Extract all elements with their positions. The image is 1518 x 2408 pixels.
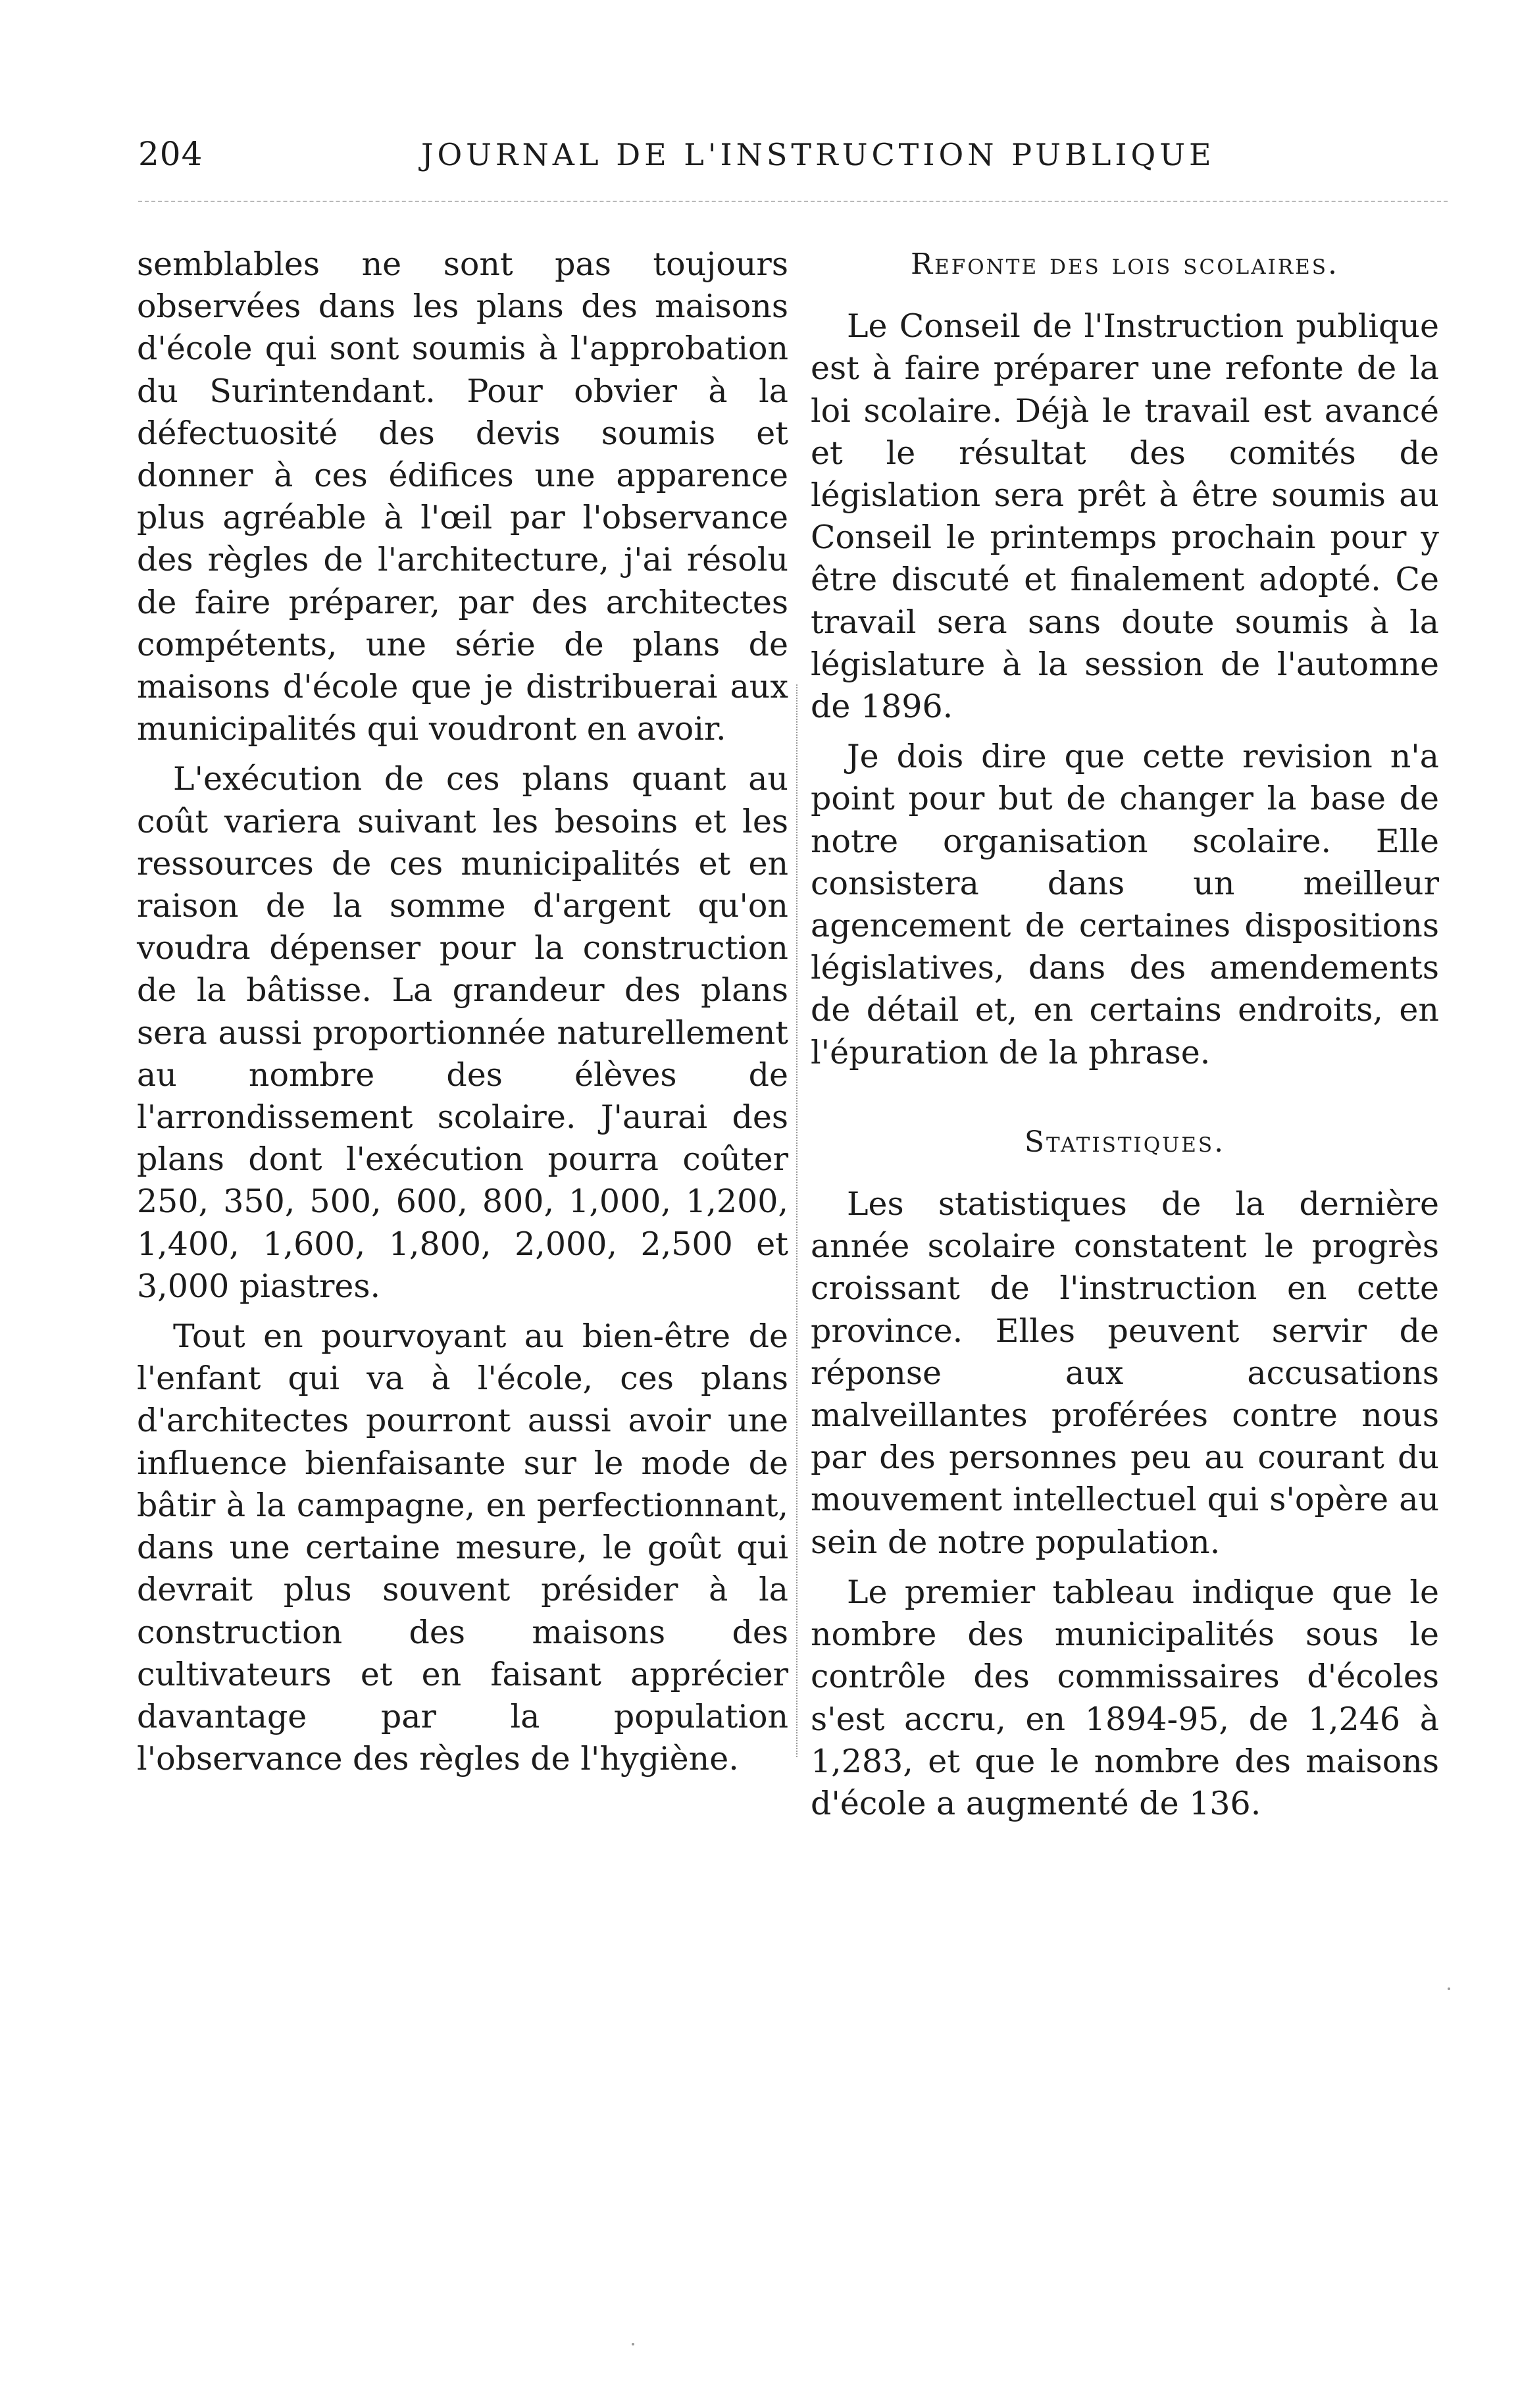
left-paragraph-2: L'exécution de ces plans quant au coût variera suivant les besoins et les ressources de ces municipalités et en raison de la somme d'argent qu'on voudra dépenser pour la construction de la bâtisse. La grandeur des plans sera aussi proportionnée naturellement au nombre des élèves de l'arrondissement scolaire. J'aurai des plans dont l'exécution pourra coûter 250, 350, 500, 600, 800, 1,000, 1,200, 1,400, 1,600, 1,800, 2,000, 2,500 et 3,000 piastres. xyxy=(137,760,788,1305)
margin-speck-2 xyxy=(632,2343,634,2345)
page-number: 204 xyxy=(138,135,203,173)
section-title-refonte: Refonte des lois scolaires. xyxy=(910,247,1340,281)
section-title-statistiques: Statistiques. xyxy=(1024,1125,1226,1159)
statistiques-paragraph-2: Le premier tableau indique que le nombre des municipalités sous le contrôle des commissaires d'écoles s'est accru, en 1894-95, de 1,246 à 1,283, et que le nombre des maisons d'école a augmenté de 136. xyxy=(811,1573,1439,1822)
left-paragraph-1: semblables ne sont pas toujours observées dans les plans des maisons d'école qui sont soumis à l'approbation du Surintendant. Pour obvier à la défectuosité des devis soumis et donner à ces édifices une apparence plus agréable à l'œil par l'observance des règles de l'architecture, j'ai résolu de faire préparer, par des architectes compétents, une série de plans de maisons d'école que je distribuerai aux municipalités qui voudront en avoir. xyxy=(137,245,788,748)
column-divider xyxy=(796,684,797,1757)
refonte-paragraph-2: Je dois dire que cette revision n'a point pour but de changer la base de notre organisation scolaire. Elle consistera dans un meilleur agencement de certaines dispositions législatives, dans des amendements de détail et, en certains endroits, en l'épuration de la phrase. xyxy=(811,738,1439,1071)
header-rule xyxy=(138,201,1448,202)
refonte-paragraph-1: Le Conseil de l'Instruction publique est à faire préparer une refonte de la loi scolaire. Déjà le travail est avancé et le résultat des comités de législation sera prêt à être soumis au Conseil le printemps prochain pour y être discuté et finalement adopté. Ce travail sera sans doute soumis à la législature à la session de l'automne de 1896. xyxy=(811,307,1439,726)
statistiques-paragraph-1: Les statistiques de la dernière année scolaire constatent le progrès croissant de l'instruction en cette province. Elles peuvent servir de réponse aux accusations malveillantes proférées contre nous par des personnes peu au courant du mouvement intellectuel qui s'opère au sein de notre population. xyxy=(811,1185,1439,1561)
right-column xyxy=(811,243,1439,1825)
left-column xyxy=(137,243,788,1780)
running-title: JOURNAL DE L'INSTRUCTION PUBLIQUE xyxy=(421,137,1215,172)
left-paragraph-3: Tout en pourvoyant au bien-être de l'enfant qui va à l'école, ces plans d'architectes pourront aussi avoir une influence bienfaisante sur le mode de bâtir à la campagne, en perfectionnant, dans une certaine mesure, le goût qui devrait plus souvent présider à la construction des maisons des cultivateurs et en faisant apprécier davantage par la population l'observance des règles de l'hygiène. xyxy=(137,1318,788,1778)
margin-speck-1 xyxy=(1448,1987,1450,1990)
